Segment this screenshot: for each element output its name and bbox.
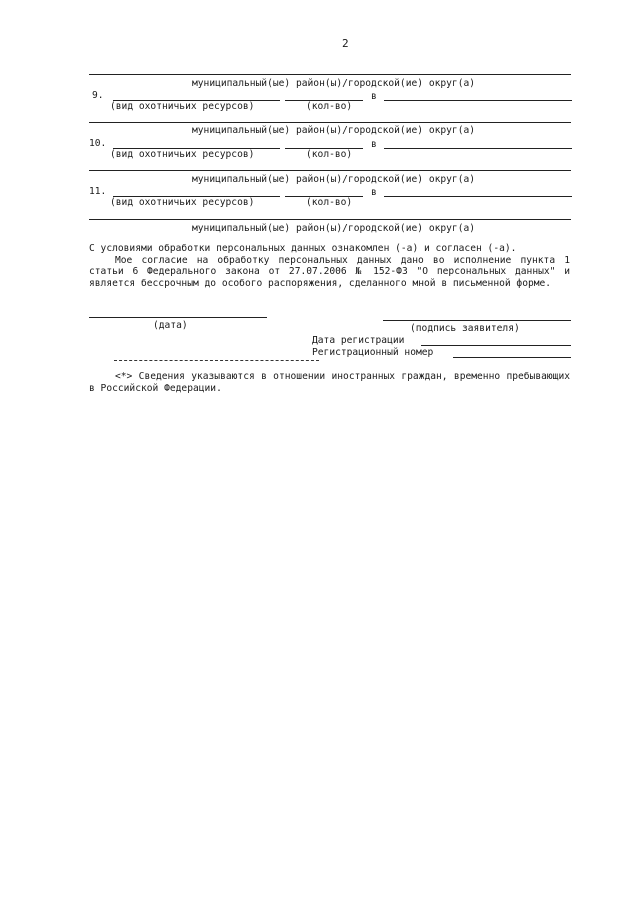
consent-line-2: Мое согласие на обработку персональных данных дано во исполнение пункта 1 статьи 6 Федерального закона от 27.07.2006 № 152-ФЗ "О персональных данных" и является бессрочным до особого распоряжения, сделанного мной в письменной форме. [89, 254, 570, 289]
entry-11-location-field[interactable] [384, 196, 572, 197]
page-number: 2 [342, 37, 349, 50]
registration-date-field[interactable] [421, 345, 571, 346]
applicant-signature-label: (подпись заявителя) [410, 323, 520, 334]
consent-paragraph [89, 243, 570, 289]
registration-number-field[interactable] [453, 357, 571, 358]
entry-10-location-field[interactable] [384, 148, 572, 149]
muni-label-0: муниципальный(ые) район(ы)/городской(ие) округ(а) [192, 78, 476, 89]
entry-number-9: 9. [92, 90, 104, 101]
registration-date-label: Дата регистрации [312, 335, 405, 346]
applicant-signature-field[interactable] [383, 320, 571, 321]
entry-11-in-label: в [371, 187, 377, 198]
entry-9-qty-label: (кол-во) [306, 101, 353, 112]
muni-label-1: муниципальный(ые) район(ы)/городской(ие) округ(а) [192, 125, 476, 136]
date-label: (дата) [153, 320, 188, 331]
entry-10-resource-label: (вид охотничьих ресурсов) [110, 149, 255, 160]
entry-11-resource-label: (вид охотничьих ресурсов) [110, 197, 255, 208]
entry-9-in-label: в [371, 91, 377, 102]
entry-11-qty-label: (кол-во) [306, 197, 353, 208]
entry-number-11: 11. [89, 186, 107, 197]
consent-line-1: С условиями обработки персональных данных ознакомлен (-а) и согласен (-а). [89, 243, 517, 254]
entry-10-qty-label: (кол-во) [306, 149, 353, 160]
entry-9-muni-line[interactable] [89, 122, 571, 123]
entry-9-location-field[interactable] [384, 100, 572, 101]
entry-11-muni-line[interactable] [89, 219, 571, 220]
entry-10-in-label: в [371, 139, 377, 150]
muni-label-2: муниципальный(ые) район(ы)/городской(ие) округ(а) [192, 174, 476, 185]
entry-9-resource-label: (вид охотничьих ресурсов) [110, 101, 255, 112]
footnote-separator [114, 360, 319, 361]
top-line [89, 74, 571, 75]
registration-number-label: Регистрационный номер [312, 347, 434, 358]
date-field[interactable] [89, 317, 267, 318]
entry-number-10: 10. [89, 138, 107, 149]
muni-label-3: муниципальный(ые) район(ы)/городской(ие) округ(а) [192, 223, 476, 234]
entry-10-muni-line[interactable] [89, 170, 571, 171]
footnote: <*> Сведения указываются в отношении иностранных граждан, временно пребывающих в Российской Федерации. [89, 371, 570, 394]
